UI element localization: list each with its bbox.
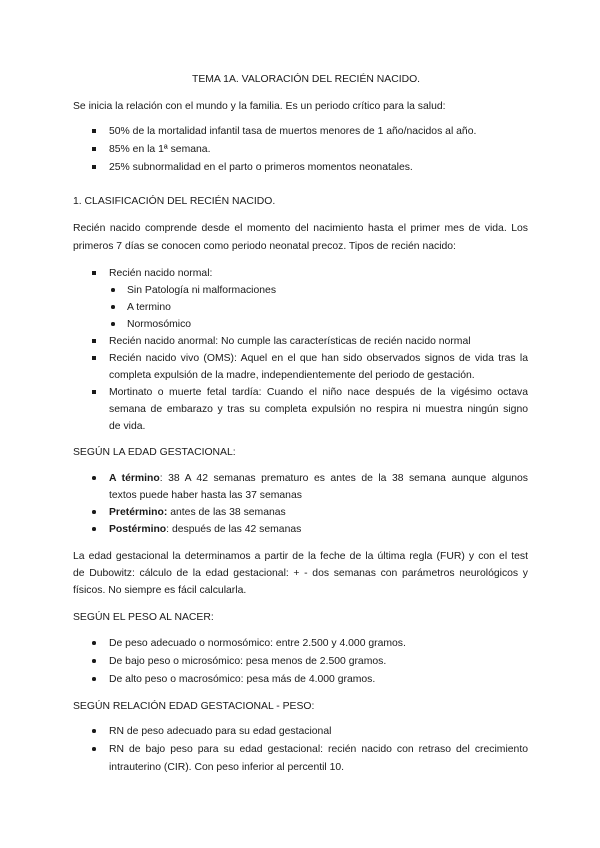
sub-list-item: Sin Patología ni malformaciones (127, 285, 277, 296)
paragraph-line: primeros 7 días se conocen como periodo neonatal precoz. Tipos de recién nacido: (73, 241, 456, 252)
round-bullet-icon (111, 288, 115, 292)
postermino-label: Postérmino (109, 524, 167, 535)
document-title: TEMA 1A. VALORACIÓN DEL RECIÉN NACIDO. (192, 74, 421, 85)
termino-text: : 38 A 42 semanas prematuro es antes de la 38 semana aunque algunos (159, 473, 529, 484)
round-bullet-icon (92, 510, 96, 514)
section-heading: SEGÚN EL PESO AL NACER: (73, 612, 214, 623)
round-bullet-icon (92, 527, 96, 531)
square-bullet-icon (92, 271, 96, 275)
termino-label: A término (109, 473, 160, 484)
section-heading: SEGÚN LA EDAD GESTACIONAL: (73, 447, 236, 458)
list-item: RN de peso adecuado para su edad gestacional (109, 726, 332, 737)
list-item: De peso adecuado o normosómico: entre 2.500 y 4.000 gramos. (109, 638, 406, 649)
list-item: De bajo peso o microsómico: pesa menos de 2.500 gramos. (109, 656, 387, 667)
paragraph-line: de Dubowitz: cálculo de la edad gestacional: + - dos semanas con parámetros neurológicos y (73, 568, 528, 579)
section-heading: 1. CLASIFICACIÓN DEL RECIÉN NACIDO. (73, 196, 276, 207)
round-bullet-icon (92, 659, 96, 663)
square-bullet-icon (92, 165, 96, 169)
paragraph-line: Recién nacido comprende desde el momento del nacimiento hasta el primer mes de vida. Los (73, 223, 528, 234)
list-item-continuation: de vida. (109, 421, 146, 432)
square-bullet-icon (92, 390, 96, 394)
square-bullet-icon (92, 147, 96, 151)
paragraph-line: La edad gestacional la determinamos a partir de la feche de la última regla (FUR) y con el test (73, 551, 528, 562)
list-item-continuation: intrauterino (CIR). Con peso inferior al percentil 10. (109, 762, 345, 773)
list-item: Recién nacido anormal: No cumple las características de recién nacido normal (109, 336, 471, 347)
list-item: Recién nacido vivo (OMS): Aquel en el que han sido observados signos de vida tras la (109, 353, 528, 364)
list-item (109, 523, 301, 537)
sub-list-item: A termino (127, 302, 171, 313)
round-bullet-icon (92, 641, 96, 645)
sub-list-item: Normosómico (127, 319, 192, 330)
list-item: Recién nacido normal: (109, 268, 213, 279)
stat-item: 50% de la mortalidad infantil tasa de muertos menores de 1 año/nacidos al año. (109, 126, 477, 137)
round-bullet-icon (92, 747, 96, 751)
paragraph-line: físicos. No siempre es fácil calcularla. (73, 585, 247, 596)
pretermino-text: antes de las 38 semanas (167, 507, 286, 518)
list-item-continuation: textos puede haber hasta las 37 semanas (109, 490, 302, 501)
list-item: Mortinato o muerte fetal tardía: Cuando el niño nace después de la vigésimo octava (109, 387, 528, 398)
square-bullet-icon (92, 339, 96, 343)
list-item (109, 472, 528, 486)
round-bullet-icon (111, 322, 115, 326)
intro-paragraph: Se inicia la relación con el mundo y la familia. Es un periodo crítico para la salud: (73, 101, 446, 112)
square-bullet-icon (92, 129, 96, 133)
list-item (109, 506, 286, 520)
postermino-text: : después de las 42 semanas (166, 524, 302, 535)
list-item-continuation: semana de embarazo y tras su completa expulsión no respira ni muestra ningún signo (109, 404, 528, 415)
stat-item: 25% subnormalidad en el parto o primeros momentos neonatales. (109, 162, 413, 173)
round-bullet-icon (92, 729, 96, 733)
round-bullet-icon (92, 476, 96, 480)
stat-item: 85% en la 1ª semana. (109, 144, 211, 155)
square-bullet-icon (92, 356, 96, 360)
round-bullet-icon (111, 305, 115, 309)
pretermino-label: Pretérmino: (109, 507, 168, 518)
section-heading: SEGÚN RELACIÓN EDAD GESTACIONAL - PESO: (73, 701, 315, 712)
list-item: RN de bajo peso para su edad gestacional: recién nacido con retraso del crecimiento (109, 744, 528, 755)
round-bullet-icon (92, 677, 96, 681)
list-item-continuation: completa expulsión de la madre, independientemente del periodo de gestación. (109, 370, 475, 381)
list-item: De alto peso o macrosómico: pesa más de 4.000 gramos. (109, 674, 376, 685)
